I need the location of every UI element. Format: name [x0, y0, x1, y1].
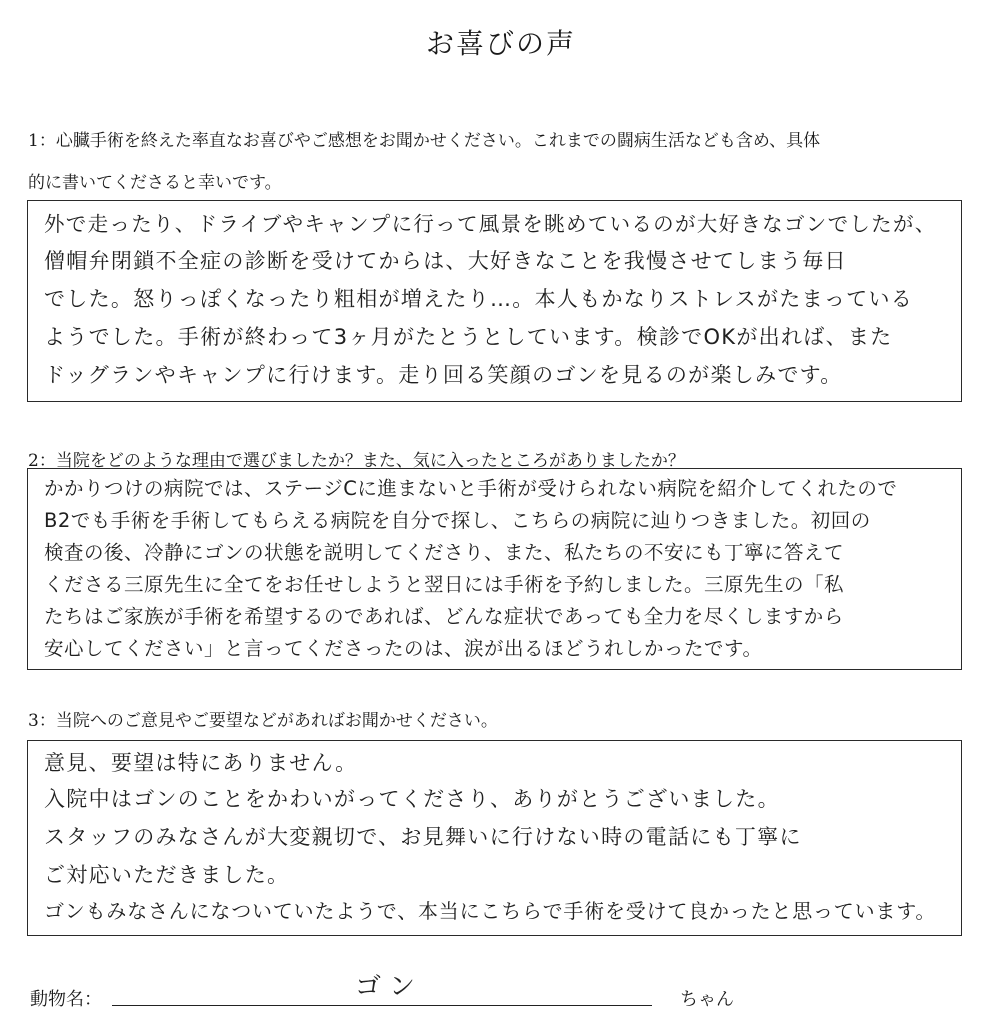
answer-box-2: [27, 468, 962, 670]
answer-2-line-4: くださる三原先生に全てをお任せしようと翌日には手術を予約しました。三原先生の「私: [44, 573, 845, 596]
answer-3-line-3: スタッフのみなさんが大変親切で、お見舞いに行けない時の電話にも丁寧に: [44, 825, 802, 849]
answer-1-line-3: でした。怒りっぽくなったり粗相が増えたり…。本人もかなりストレスがたまっている: [44, 287, 914, 311]
animal-name-underline: [112, 1005, 652, 1006]
answer-1-line-4: ようでした。手術が終わって3ヶ月がたとうとしています。検診でOKが出れば、また: [44, 325, 893, 349]
answer-2-line-2: B2でも手術を手術してもらえる病院を自分で探し、こちらの病院に辿りつきました。初回の: [44, 509, 871, 532]
answer-box-1: [27, 200, 962, 402]
answer-2-line-1: かかりつけの病院では、ステージCに進まないと手術が受けられない病院を紹介してくれたので: [44, 477, 898, 500]
answer-3-line-2: 入院中はゴンのことをかわいがってくださり、ありがとうございました。: [44, 787, 780, 811]
answer-1-line-2: 僧帽弁閉鎖不全症の診断を受けてからは、大好きなことを我慢させてしまう毎日: [44, 249, 847, 273]
answer-1-line-5: ドッグランやキャンプに行けます。走り回る笑顔のゴンを見るのが楽しみです。: [44, 363, 843, 387]
question-3-line: 3：当院へのご意見やご要望などがあればお聞かせください。: [28, 711, 498, 731]
question-2-line: 2：当院をどのような理由で選びましたか？また、気に入ったところがありましたか？: [28, 451, 685, 471]
animal-name-label: 動物名：: [30, 989, 102, 1010]
question-1: [28, 120, 978, 204]
answer-box-3: [27, 740, 962, 936]
question-1-line-2: 的に書いてくださると幸いです。: [28, 173, 282, 193]
answer-2-line-6: 安心してください」と言ってくださったのは、涙が出るほどうれしかったです。: [44, 637, 763, 660]
animal-name-suffix: ちゃん: [680, 989, 734, 1010]
answer-3-line-4: ご対応いただきました。: [44, 863, 290, 887]
answer-2-line-3: 検査の後、冷静にゴンの状態を説明してくださり、また、私たちの不安にも丁寧に答えて: [44, 541, 845, 564]
page-title: お喜びの声: [425, 27, 576, 60]
answer-3-line-5: ゴンもみなさんになついていたようで、本当にこちらで手術を受けて良かったと思っています。: [44, 899, 937, 923]
question-3: [28, 700, 978, 742]
animal-name-value: ゴン: [355, 972, 424, 1002]
answer-3-line-1: 意見、要望は特にありません。: [44, 751, 358, 775]
answer-2-line-5: たちはご家族が手術を希望するのであれば、どんな症状であっても全力を尽くしますから: [44, 605, 844, 628]
answer-1-line-1: 外で走ったり、ドライブやキャンプに行って風景を眺めているのが大好きなゴンでしたが、: [44, 212, 937, 236]
question-1-line-1: 1：心臓手術を終えた率直なお喜びやご感想をお聞かせください。これまでの闘病生活なども含め、具体: [28, 131, 821, 151]
